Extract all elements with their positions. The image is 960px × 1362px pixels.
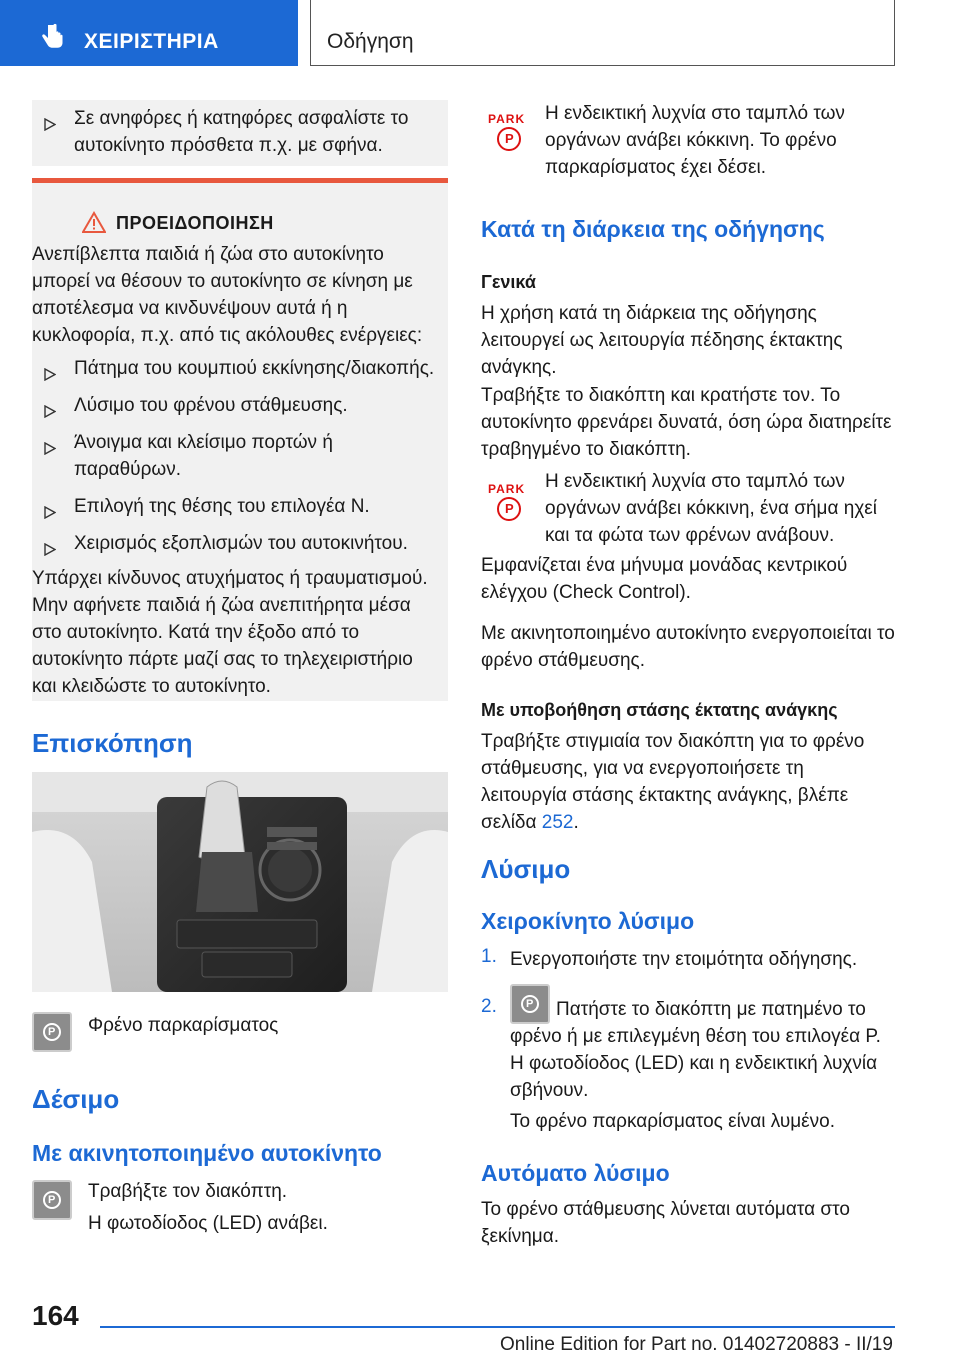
parking-brake-switch-icon: P (32, 1012, 72, 1052)
engage-heading: Δέσιμο (32, 1084, 120, 1114)
park-warning-lamp-icon: PARK P (488, 112, 528, 156)
parking-brake-switch-icon: P (32, 1180, 72, 1220)
list-item-text: Χειρισμός εξοπλισμών του αυτοκινήτου. (74, 533, 408, 554)
park-lamp-text-2: Η ενδεικτική λυχνία στο ταμπλό των οργάνων ανάβει κόκκινη, ένα σήμα ηχεί και τα φώτα των φρένων ανάβουν. (545, 471, 877, 546)
warning-box (32, 178, 448, 701)
overview-caption: Φρένο παρκαρίσματος (88, 1015, 279, 1036)
engage-subheading: Με ακινητοποιημένο αυτοκίνητο (32, 1140, 382, 1166)
breadcrumb-label: Οδήγηση (327, 30, 414, 53)
engage-line-2: Η φωτοδίοδος (LED) ανάβει. (88, 1213, 328, 1234)
page-header (0, 0, 960, 66)
list-item (32, 530, 442, 557)
assist-label: Με υποβοήθηση στάσης έκτατης ανάγκης (481, 700, 838, 720)
auto-release-text: Το φρένο στάθμευσης λύνεται αυτόματα στο ξεκίνημα. (481, 1199, 850, 1247)
page-link[interactable]: 252 (541, 812, 574, 833)
warning-intro: Ανεπίβλεπτα παιδιά ή ζώα στο αυτοκίνητο μπορεί να θέσουν το αυτοκίνητο σε κίνηση με αποτέλεσμα να κινδυνέψουν αυτά ή η κυκλοφορία, π.χ. από τις ακόλουθες ενέργειες: (32, 244, 423, 346)
step-note-2: Το φρένο παρκαρίσματος είναι λυμένο. (510, 1111, 835, 1132)
engage-line-1: Τραβήξτε τον διακόπτη. (88, 1181, 288, 1202)
triangle-bullet-icon (44, 362, 56, 389)
step-note-1: Η φωτοδίοδος (LED) και η ενδεικτική λυχνία σβήνουν. (510, 1053, 878, 1101)
list-item (32, 105, 432, 159)
park-lamp-text-1: Η ενδεικτική λυχνία στο ταμπλό των οργάνων ανάβει κόκκινη. Το φρένο παρκαρίσματος έχει δέσει. (545, 103, 845, 178)
list-item-text: Λύσιμο του φρένου στάθμευσης. (74, 395, 348, 416)
step-text: Ενεργοποιήστε την ετοιμότητα οδήγησης. (510, 949, 858, 970)
overview-heading: Επισκόπηση (32, 728, 193, 758)
assist-text (481, 728, 895, 836)
manual-release-heading: Χειροκίνητο λύσιμο (481, 908, 695, 934)
list-item (32, 355, 442, 382)
check-control-text: Εμφανίζεται ένα μήνυμα μονάδας κεντρικού ελέγχου (Check Control). (481, 555, 848, 603)
warning-title: ΠΡΟΕΙΔΟΠΟΙΗΣΗ (116, 213, 274, 233)
hand-pointer-icon (40, 23, 66, 51)
triangle-bullet-icon (44, 112, 56, 139)
list-item (32, 429, 442, 483)
list-item-text: Πάτημα του κουμπιού εκκίνησης/διακοπής. (74, 358, 435, 379)
auto-release-heading: Αυτόματο λύσιμο (481, 1160, 670, 1186)
triangle-bullet-icon (44, 500, 56, 527)
breadcrumb (310, 0, 895, 66)
step-number: 2. (481, 996, 497, 1017)
section-tab-label: ΧΕΙΡΙΣΤΗΡΙΑ (84, 30, 219, 53)
parking-brake-photo (32, 772, 448, 992)
parking-brake-switch-icon: P (510, 984, 550, 1024)
general-text: Η χρήση κατά τη διάρκεια της οδήγησης λειτουργεί ως λειτουργία πέδησης έκτακτης ανάγκης. (481, 303, 843, 378)
page-number: 164 (32, 1300, 79, 1331)
park-warning-lamp-icon: PARK P (488, 482, 528, 526)
section-tab[interactable] (0, 0, 298, 66)
release-heading: Λύσιμο (481, 854, 571, 884)
footer-divider (100, 1326, 895, 1328)
assist-text-end: . (573, 812, 579, 833)
step-bullet-text: Σε ανηφόρες ή κατηφόρες ασφαλίστε το αυτοκίνητο πρόσθετα π.χ. με σφήνα. (74, 108, 409, 156)
warning-body (32, 241, 442, 700)
center-console-image (32, 772, 448, 992)
list-item-text: Επιλογή της θέσης του επιλογέα N. (74, 496, 370, 517)
assist-text-body: Τραβήξτε στιγμιαία τον διακόπτη για το φρένο στάθμευσης, για να ενεργοποιήσετε τη λειτουργία στάσης έκτακτης ανάγκης, βλέπε σελίδα (481, 731, 865, 833)
warning-outro: Υπάρχει κίνδυνος ατυχήματος ή τραυματισμού. Μην αφήνετε παιδιά ή ζώα ανεπιτήρητα μέσα στο αυτοκίνητο. Κατά την έξοδο από το αυτοκίνητο πάρτε μαζί σας το τηλεχειριστήριο και κλειδώστε το αυτοκίνητο. (32, 568, 428, 697)
triangle-bullet-icon (44, 537, 56, 564)
step-box (32, 100, 448, 166)
list-item-text: Άνοιγμα και κλείσιμο πορτών ή παραθύρων. (74, 432, 333, 480)
general-label: Γενικά (481, 272, 536, 292)
step-number: 1. (481, 946, 497, 967)
warning-list (32, 355, 442, 557)
edition-info: Online Edition for Part no. 01402720883 - II/19 (500, 1334, 893, 1355)
warning-triangle-icon (82, 211, 106, 233)
pull-text: Τραβήξτε το διακόπτη και κρατήστε τον. Το αυτοκίνητο φρενάρει δυνατά, όση ώρα διατηρείτε τραβηγμένο το διακόπτη. (481, 385, 892, 460)
triangle-bullet-icon (44, 436, 56, 463)
list-item (32, 392, 442, 419)
step-text: Πατήστε το διακόπτη με πατημένο το φρένο ή με επιλεγμένη θέση του επιλογέα P. (510, 999, 881, 1047)
warning-header (32, 215, 448, 239)
driving-heading: Κατά τη διάρκεια της οδήγησης (481, 216, 825, 242)
triangle-bullet-icon (44, 399, 56, 426)
stationary-text: Με ακινητοποιημένο αυτοκίνητο ενεργοποιείται το φρένο στάθμευσης. (481, 623, 895, 671)
list-item (32, 493, 442, 520)
